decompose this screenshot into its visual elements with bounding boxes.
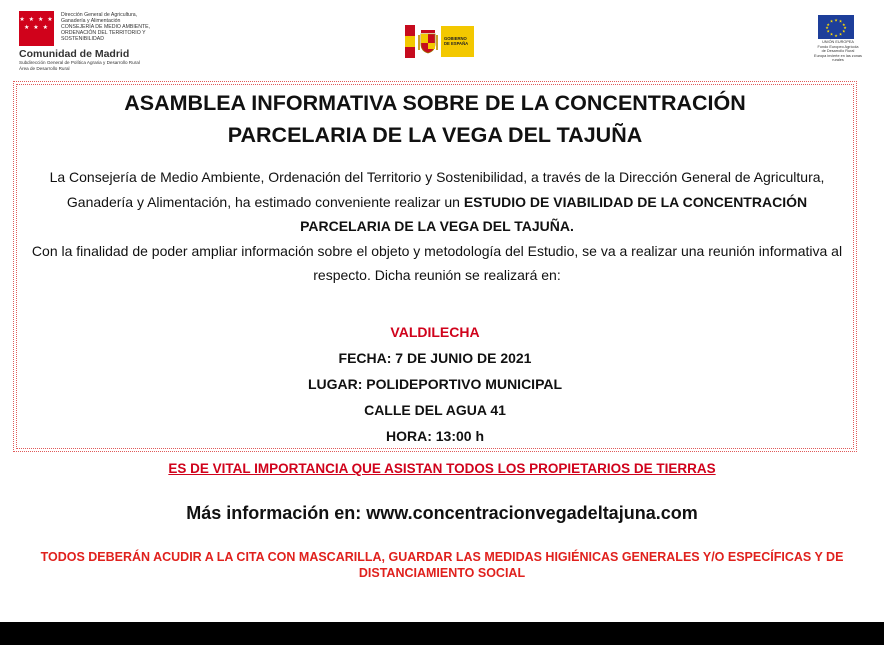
- svg-text:★: ★: [838, 31, 843, 37]
- madrid-dept-line: Dirección General de Agricultura,: [61, 12, 138, 18]
- svg-text:★: ★: [825, 25, 829, 31]
- svg-text:★: ★: [834, 17, 838, 23]
- notice-title: [17, 87, 853, 151]
- madrid-name: Comunidad de Madrid: [19, 48, 130, 60]
- meeting-details: [17, 319, 853, 449]
- svg-text:★: ★: [834, 32, 838, 38]
- svg-text:★: ★: [838, 18, 843, 24]
- study-title: ESTUDIO DE VIABILIDAD DE LA CONCENTRACIÓN PARCELARIA DE LA VEGA DEL TAJUÑA.: [300, 193, 808, 234]
- svg-text:★: ★: [829, 31, 834, 37]
- svg-text:★: ★: [842, 28, 846, 34]
- madrid-sub-line: Subdirección General de Política Agraria y Desarrollo Rural: [19, 60, 140, 65]
- meeting-street: CALLE DEL AGUA 41: [364, 402, 506, 418]
- union-europea-logo: [812, 15, 864, 63]
- madrid-dept-line: ORDENACIÓN DEL TERRITORIO Y: [61, 30, 146, 36]
- madrid-dept-line: Ganadería y Alimentación: [61, 18, 121, 24]
- meeting-time: HORA: 13:00 h: [385, 428, 485, 444]
- eu-caption-line: Europa invierte en las zonas rurales: [814, 53, 862, 63]
- eu-caption: [812, 40, 864, 63]
- eu-caption-line: UNIÓN EUROPEA: [822, 40, 854, 44]
- madrid-dept-line: CONSEJERÍA DE MEDIO AMBIENTE,: [61, 24, 151, 30]
- svg-text:★: ★: [842, 22, 846, 27]
- more-info-line: Más información en: www.concentracionvegadeltajuna.com: [186, 503, 698, 523]
- meeting-town: VALDILECHA: [390, 324, 480, 340]
- coat-of-arms-icon: [418, 29, 438, 54]
- gobierno-label-box: [441, 26, 474, 57]
- comunidad-madrid-logo: [19, 11, 179, 69]
- svg-text:★: ★: [826, 22, 830, 27]
- paragraph-1-text: La Consejería de Medio Ambiente, Ordenación del Territorio y Sostenibilidad, a través de la Dirección General de Agricultura, Ganadería y Alimentación, ha estimado conveniente realizar un: [49, 169, 825, 210]
- title-line-1: ASAMBLEA INFORMATIVA SOBRE DE LA CONCENTRACIÓN: [124, 91, 746, 115]
- notice-body: [22, 165, 852, 288]
- vital-text: ES DE VITAL IMPORTANCIA QUE ASISTAN TODOS LOS PROPIETARIOS DE TIERRAS: [168, 461, 716, 476]
- vital-importance-notice: [0, 461, 884, 476]
- madrid-subdirection: [19, 60, 179, 71]
- gobierno-label: GOBIERNO DE ESPAÑA: [444, 36, 469, 46]
- bottom-bar: [0, 622, 884, 645]
- madrid-department-text: [61, 12, 179, 42]
- madrid-sub-line: Área de Desarrollo Rural: [19, 65, 70, 71]
- svg-text:★: ★: [829, 18, 834, 24]
- madrid-flag-icon: ★ ★ ★ ★ ★ ★ ★: [19, 11, 54, 46]
- spain-flag-icon: [405, 25, 415, 58]
- notice-box: [16, 84, 854, 449]
- eu-flag-icon: [818, 15, 854, 39]
- eu-caption-line: Fondo Europeo Agrícola: [817, 44, 859, 49]
- eu-caption-line: de Desarrollo Rural: [821, 49, 855, 54]
- madrid-dept-line: SOSTENIBILIDAD: [61, 36, 104, 42]
- meeting-place: LUGAR: POLIDEPORTIVO MUNICIPAL: [307, 376, 563, 392]
- meeting-date: FECHA: 7 DE JUNIO DE 2021: [338, 350, 532, 366]
- gobierno-espana-logo: [405, 25, 474, 58]
- title-line-2: PARCELARIA DE LA VEGA DEL TAJUÑA: [227, 123, 643, 147]
- paragraph-2: Con la finalidad de poder ampliar información sobre el objeto y metodología del Estudio, se va a realizar una reunión informativa al respecto. Dicha reunión se realizará en:: [31, 242, 843, 283]
- mask-notice: TODOS DEBERÁN ACUDIR A LA CITA CON MASCARILLA, GUARDAR LAS MEDIDAS HIGIÉNICAS GENERALES Y/O ESPECÍFICAS Y DE DISTANCIAMIENTO SOCIAL: [40, 550, 844, 580]
- svg-text:★: ★: [843, 25, 847, 31]
- svg-text:★: ★: [826, 28, 830, 34]
- paragraph-1: [22, 165, 852, 239]
